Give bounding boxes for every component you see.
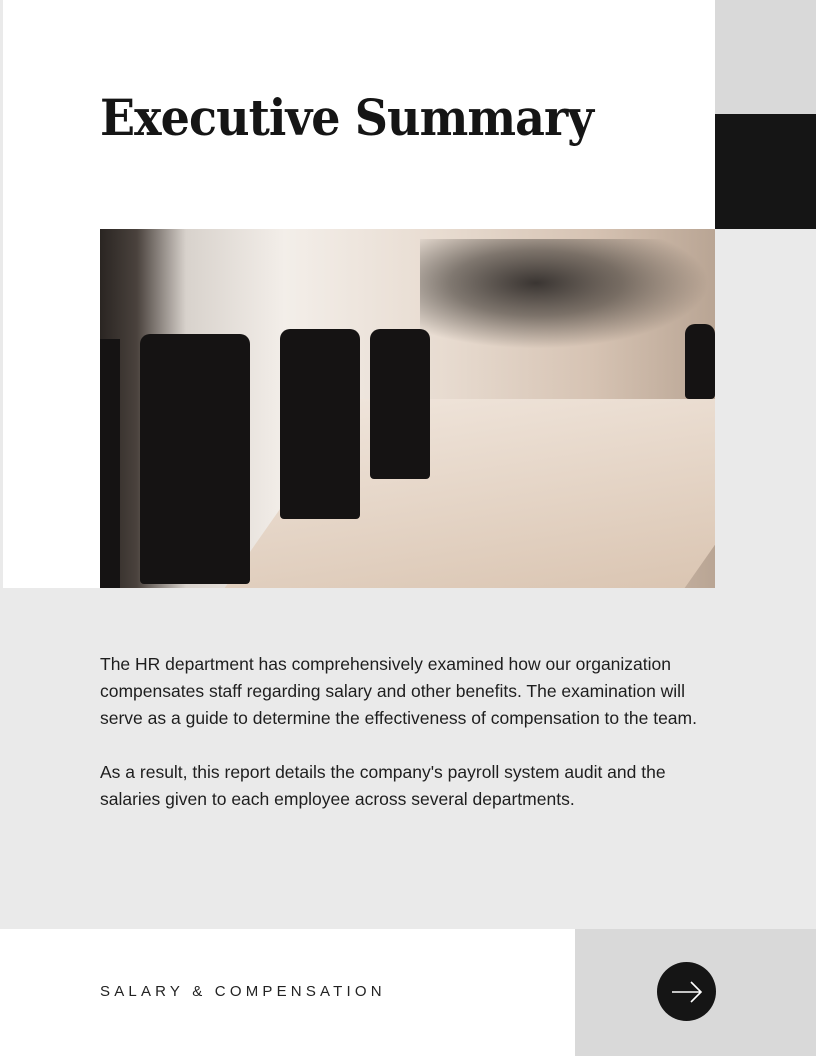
summary-text (100, 651, 730, 840)
chair (140, 334, 250, 584)
paragraph: As a result, this report details the company's payroll system audit and the salaries given to each employee across several departments. (100, 762, 666, 809)
decor-block-black (715, 114, 816, 229)
paragraph: The HR department has comprehensively examined how our organization compensates staff regarding salary and other benefits. The examination will serve as a guide to determine the effectiveness of compensation to the team. (100, 654, 697, 728)
decor-block-gray (715, 0, 816, 114)
chair (280, 329, 360, 519)
chair (100, 339, 120, 588)
footer-label: SALARY & COMPENSATION (100, 983, 386, 1000)
chair (685, 324, 715, 399)
chair (370, 329, 430, 479)
next-button[interactable] (657, 962, 716, 1021)
arrow-right-icon (670, 980, 704, 1004)
page-title: Executive Summary (100, 88, 594, 147)
wall-art (420, 239, 710, 349)
boardroom-photo (100, 229, 715, 588)
decor-block-light (715, 229, 816, 588)
